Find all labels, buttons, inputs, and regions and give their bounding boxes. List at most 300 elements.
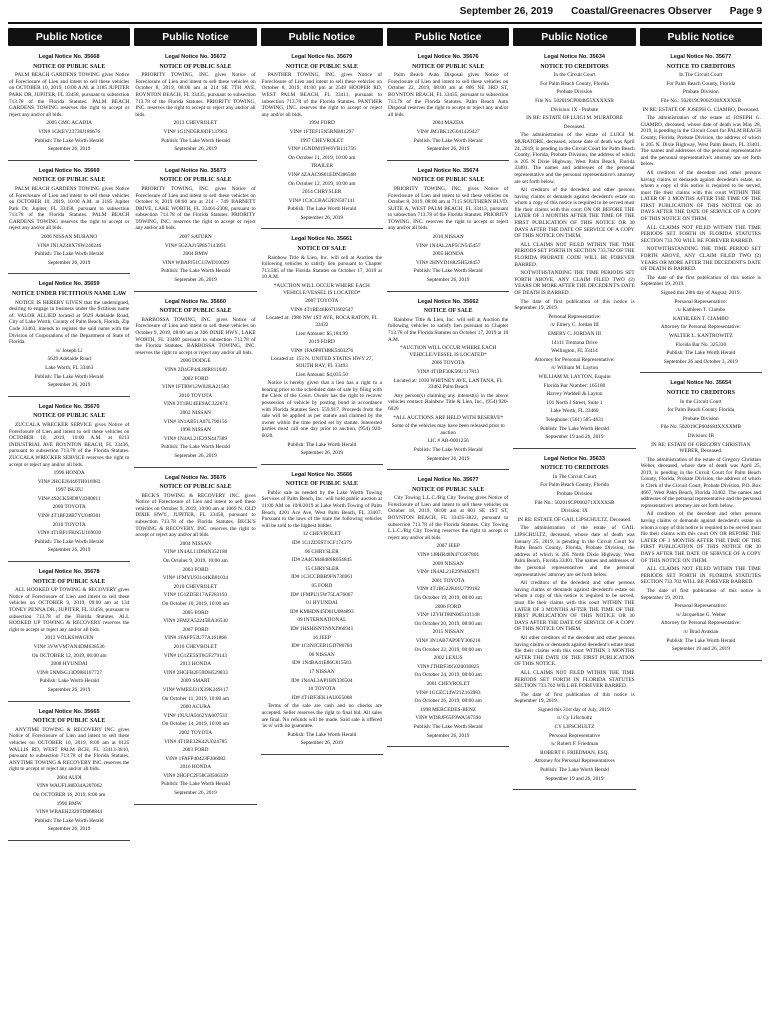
notice-line: 2002 LEXUS (433, 655, 463, 662)
notice-line: Publish: The Lake Worth Herald (540, 425, 609, 432)
notice-line: September 26, 2019 (300, 214, 344, 221)
notice-line: 1997 ISUZU (55, 487, 83, 494)
notice-line: 2002 FORD (182, 375, 209, 382)
notice-line: ID# 1C3CCBBB9FN736961 (291, 574, 353, 581)
notice-line: September 26, 2019 (174, 277, 217, 284)
notice-body (9, 300, 129, 389)
notice-line: PRIORITY TOWING, INC. gives Notice of Foreclosure of Lien and intent to sell these vehicles on October 8, 2019 08:00 am at 214 - 749 BARNETT DRIVE, LAKE WORTH, FL 33461-2308, pursuant to subsection 713.78 of the Florida Statutes. PRIORITY TOWING, INC. reserves the right to accept or reject any and/or all bids. (135, 185, 256, 232)
notice-line: Personal Representative (548, 732, 600, 739)
notice-line: In the Circuit Court (553, 72, 596, 79)
notice-line: 2004 AUDI (56, 774, 82, 781)
notice-line: PRIORITY TOWING, INC. gives Notice of Foreclosure of Lien and intent to sell these vehicles on October 8, 2019, 08:00 am at 7115 SOUTHERN BLVD. SUITE A, WEST PALM BEACH, FL 33413, pursuant to subsection 713.78 of the Florida Statutes. PRIORITY TOWING, INC. reserves the right to accept or reject any and/or all bids. (387, 185, 509, 232)
notice-body (135, 186, 255, 284)
notice-line: ALL CLAIMS NOT FILED WITHIN THE TIME PERIODS SET FORTH IN FLORIDA STATUTES SECTION 733.702 WILL BE FOREVER BARRED. (640, 566, 761, 586)
notice-line: PALM BEACH GARDENS TOWING gives Notice of Foreclosure of Lien and intent to sell these vehicles on OCTOBER 10, 2019, 10:00 A.M. at 3185 JUPITER PARK DR, JUPITER, FL 33458, pursuant to subsection 713.78 of the Florida Statutes. PALM BEACH GARDENS TOWING reserves the right to accept or reject any and/or all bids. (9, 72, 130, 118)
notice-body (388, 186, 508, 284)
notice-title: NOTICE OF PUBLIC SALE (159, 308, 232, 315)
notice-line: VIN# 4T1BF28B7YU048301 (37, 513, 101, 520)
notice-line: VIN# 4T1BE46K67U602547 (290, 306, 354, 313)
notice-line: VIN# 4T1BE32K42U024785 (164, 738, 227, 745)
notice-line: The date of first publication of this notice is September 19, 2019. (514, 298, 635, 312)
notice-line: In The Circuit Court (552, 473, 597, 480)
notice-line: All creditors of the decedent and other persons having claims or demands against decedent's estate on whom a copy of this notice is required to be served must file their claims with this court ON OR BEFORE THE LATER OF 3 MONTHS AFTER THE TIME OF THE FIRST PUBLICATION OF THIS NOTICE OR 30 DAYS AFTER THE DATE OF SERVICE OF A COPY OF THIS NOTICE ON THEM. (640, 511, 761, 564)
notice-line: 1996 HONDA (53, 470, 85, 477)
notice-line: VIN# WMEEJ31X39K249117 (162, 686, 229, 693)
notice-line: On October 11, 2019, 10:00 am (161, 695, 230, 702)
notice-line: Publish: The Lake Worth Herald (413, 137, 483, 144)
section-banners (8, 28, 762, 46)
notice-line: WILLIAM M. LAYTON, Esquire (538, 373, 611, 380)
notice-line: Florida Bar No. 325330 (675, 341, 727, 348)
notice-line: ALL CLAIMS NOT FILED WITHIN THE TIME PERIODS SET FORTH IN FLORIDA STATUTES SECTION 733.702 WILL BE FOREVER BARRED. (640, 224, 761, 244)
notice-line: LIC # AB-0001256 (427, 438, 469, 445)
notice-body (9, 587, 129, 693)
notice-body (641, 72, 761, 365)
legal-notice (640, 50, 762, 373)
notice-line: ID# 1FMPU15W75LA76067 (290, 591, 354, 598)
notice-line: VIN# JTHBF30G020030825 (417, 663, 480, 670)
notice-line: Publish: The Lake Worth Herald (34, 373, 104, 380)
notice-line: Probate Division (682, 89, 719, 96)
notice-body (135, 493, 255, 797)
legal-notice (261, 468, 383, 755)
legal-notice (387, 164, 509, 292)
notice-line: September 26, 2019 (47, 826, 91, 833)
notice-line: In The Circuit Court (679, 72, 723, 79)
notice-line: September 26, 2019 (426, 732, 470, 739)
notice-title: NOTICE OF PUBLIC SALE (159, 484, 232, 491)
notice-line: Attorney for Personal Representative: (660, 620, 741, 627)
notice-line: In the Circuit Court (679, 398, 722, 405)
notice-line: Publish: The Lake Worth Herald (161, 781, 230, 788)
notice-line: 1998 NISSAN (179, 427, 212, 434)
notice-body (262, 490, 382, 747)
notice-line: 06 NISSAN (308, 651, 335, 658)
legal-notice (387, 473, 509, 747)
notice-line: VIN# 5NMSG13D98H167727 (36, 669, 102, 676)
notice-line: 2013 HONDA (179, 661, 212, 668)
notice-column (387, 50, 509, 1030)
notice-line: VIN# 1N4AL21E29N447589 (163, 435, 228, 442)
notice-line: VIN# 1G1ZD5E17AF283193 (163, 592, 228, 599)
notice-line: VIN# WBAPJ51C15WD10029 (162, 259, 229, 266)
notice-line: Publish: The Lake Worth Herald (34, 538, 104, 545)
notice-line: ALL CLAIMS NOT FILED WITHIN THE TIME PERIODS SET FORTH IN SECTION 733.702 OF THE FLORIDA PROBATE CODE WILL BE FOREVER BARRED. (514, 241, 635, 268)
notice-line: On October 11, 2019, 10:00 am (288, 154, 356, 161)
notice-line: All creditors of the decedent and other persons having claims or demands against decedent's estate, on whom a copy of this notice is required to be served, must file their claims with this court WITHIN THE LATER OF 3 MONTHS AFTER THE TIME OF THE FIRST PUBLICATION OF THIS NOTICE OR 30 DAYS AFTER THE DATE OF SERVICE OF A COPY OF THIS NOTICE ON THEM. (640, 169, 761, 223)
notice-line: VIN# 4T1BF1FK6GU169030 (37, 530, 102, 537)
legal-notice (513, 452, 635, 791)
notice-line: 2019 FORD (308, 339, 335, 346)
notice-line: VIN# 1GNDM19W6VB111756 (287, 146, 356, 153)
notice-line: 1997 CHEVROLET (300, 137, 344, 144)
notice-column (513, 50, 635, 1030)
legal-notice (640, 376, 762, 660)
notice-line: VIN# 4ZAAC9S61EDN386568 (287, 171, 356, 178)
notice-body (388, 72, 508, 153)
notice-line: VIN# 1FA6P8TH8K5403276 (290, 347, 354, 354)
notice-title: NOTICE TO CREDITORS (666, 389, 735, 396)
notice-line: Publish: The Lake Worth Herald (287, 206, 357, 213)
notice-line: VIN# 1FAFP40423F306082 (165, 755, 226, 762)
notice-line: On October 12, 2019, 10:00 am (288, 180, 356, 187)
legal-notice (134, 164, 256, 292)
legal-notice (8, 400, 130, 562)
notice-line: 17 NISSAN (308, 668, 335, 675)
notice-body (135, 317, 255, 460)
notice-line: Attorney for Personal Representatives (534, 758, 615, 765)
notice-line: NOTWITHSTANDING THE TIME PERIODS SET FORTH ABOVE, ANY CLAIM FILED TWO (2) YEARS OR MORE AFTER THE DECEDENT'S DATE OF DEATH IS BARRED. (514, 270, 635, 296)
notice-title: NOTICE TO CREDITORS (540, 465, 609, 472)
notice-line: The date of first publication of this notice is September 19, 2019. (640, 587, 761, 601)
notice-line: ID# KMHDN45D61U084893 (289, 608, 354, 615)
notice-line: Signed this 28th day of August, 2019. (660, 290, 741, 296)
notice-line: September 26, 2019 (426, 146, 470, 153)
notice-line: 14111 Tremona Drive (551, 339, 598, 346)
notice-line: Lien Amount: $4,035.50 (295, 371, 348, 378)
notice-line: Publish: The Lake Worth Herald (666, 350, 736, 357)
notice-line: Attorney for Personal Representative: (660, 324, 741, 331)
notice-line: PALM BEACH GARDENS TOWING gives Notice of Foreclosure of Lien and intent to sell these vehicles on OCTOBER 10, 2019, 10:00 A.M. at 3185 Jupiter Park Dr, Jupiter, FL 33458, pursuant to subsection 713.78 of the Florida Statutes. PALM BEACH GARDENS TOWING reserves the right to accept or reject any and/or all bids. (9, 185, 130, 232)
notice-line: 12 CHEVROLET (302, 531, 341, 538)
notice-line: September 26, 2019 (300, 450, 344, 457)
notice-line: On October 24, 2019, 08:00 am (414, 672, 482, 679)
notice-line: Division: IB (687, 432, 714, 439)
notice-line: Division: IX (561, 508, 588, 515)
notice-title: NOTICE OF PUBLIC SALE (285, 63, 358, 70)
notice-line: September 26, 2019 (174, 146, 217, 153)
notice-line: City Towing L.L.C./Big City Towing gives Notice of Foreclosure of Lien and intent to sell these vehicles on October 18, 2019, 08:00 am at 801 SE 1ST ST, BOYNTON BEACH, FL 33435-3822, pursuant to subsection 713.78 of the Florida Statutes. City Towing L.L.C./Big City Towing reserves the right to accept or reject any and/or all bids. (387, 495, 509, 541)
notice-line: VIN# 3VWVM7AN4DM638536 (33, 643, 105, 650)
legal-notice-number: Legal Notice No. 35679 (291, 54, 353, 60)
legal-notice (261, 50, 383, 229)
legal-notice-number: Legal Notice No. 35677 (417, 477, 479, 484)
notice-line: ZUCCALA WRECKER SERVICE gives Notice of Foreclosure of Lien and intent to sell these vehicles on OCTOBER 10, 2019, 10:00 A.M. at 6213 INDUSTRIAL AVE BOYNTON BEACH, FL 33436, pursuant to subsection 713.78 of the Florida Statutes. ZUCCALA WRECKER SERVICE reserves the right to accept or reject any and/or all bids. (9, 421, 130, 468)
notice-line: On OCTOBER 12, 2019, 06:00 am (31, 652, 107, 659)
issue-date: September 26, 2019 (459, 6, 554, 17)
notice-line: VIN# 1GCEC14W21Z163983 (415, 689, 481, 696)
notice-line: VIN# 1N4AL11D84N352180 (163, 549, 228, 556)
notice-title: NOTICE OF PUBLIC SALE (159, 63, 232, 70)
notice-title: NOTICE OF SALE (423, 308, 473, 315)
notice-line: ID# 1N4BA41E86C815503 (292, 660, 352, 667)
notice-line: On October 20, 2019, 08:00 am (414, 620, 482, 627)
notice-line: VIN# 3N1AB7AP9FY306218 (415, 637, 481, 644)
notice-line: 2009 NISSAN (432, 560, 464, 567)
notice-line: File No.: 502019CP000271XXXXSB (534, 499, 615, 506)
notice-line: The date of the first publication of this notice is September 19, 2019. (640, 274, 761, 288)
notice-line: VIN# JM1BK12G041429427 (416, 128, 480, 135)
notice-line: VIN# 4S2CK58D8V4300811 (37, 495, 101, 502)
notice-line: VIN# 1G1ND5RJ0DF137963 (163, 128, 228, 135)
notice-line: NOTICE IS HEREBY GIVEN that the undersigned, desiring to engage in business under the fictitious name of: VALOR ALLIED located at 5629 Adelaide Road, City of Lake Worth, County of Palm Beach, Florida, Zip Code 33463, intends to register the said name with the Division of Corporations of the Department of State of Florida. (9, 299, 130, 346)
legal-notice-number: Legal Notice No. 35676 (165, 474, 226, 481)
notice-line: 2007 JEEP (436, 543, 460, 550)
legal-notice-number: Legal Notice No. 35676 (417, 54, 479, 60)
notice-line: Publish: The Lake Worth Herald (287, 731, 357, 738)
notice-line: Publish: The Lake Worth Herald (34, 137, 104, 144)
notice-line: VIN# 3N1AB51A07L790156 (163, 418, 228, 425)
notice-body (262, 255, 382, 457)
notice-line: For Palm Beach County, Florida (666, 80, 736, 87)
notice-line: VIN# 1J8HR48N47C667801 (417, 552, 480, 559)
notice-line: BARBOSSA TOWING, INC. gives Notice of Foreclosure of Lien and intent to sell these vehicles on October 9, 2019, 08:00 am at 306 DIXIE HWY., LAKE WORTH, FL 33460 pursuant to subsection 713.78 of the Florida Statutes. BARBOSSA TOWING, INC. reserves the right to accept or reject any and/or all bids. (135, 316, 256, 356)
notice-line: On OCTOBER 16, 2019, 8:00 am (33, 792, 106, 799)
legal-notice-number: Legal Notice No. 35661 (291, 236, 353, 243)
notice-line: /s/ Cy Lifschultz (556, 715, 593, 722)
notice-line: Lake Worth, FL 33463 (45, 364, 94, 371)
notice-line: 2016 CHEVROLET (173, 643, 218, 650)
legal-notice-number: Legal Notice No. 35674 (417, 167, 479, 174)
notice-line: File No.: 502019CP002930XXXXSB (660, 97, 741, 104)
notice-line: VIN# JN1AZ48X76W240246 (37, 242, 102, 249)
notice-line: VIN# WDBJF65F9WA507596 (415, 715, 481, 722)
legal-notice-number: Legal Notice No. 35654 (670, 380, 732, 387)
section-banner: Public Notice (513, 28, 635, 46)
notice-line: TRAILER (310, 163, 333, 170)
legal-notice-number: Legal Notice No. 35669 (38, 167, 100, 174)
notice-title: NOTICE OF PUBLIC SALE (33, 413, 106, 420)
notice-line: ALL CLAIMS NOT FILED WITHIN THE TIME PERIODS SET FORTH IN FLORIDA STATUTES SECTION 733.702 WILL BE FOREVER BARRED. (514, 669, 635, 690)
notice-line: 2007 SATURN (179, 234, 212, 241)
notice-title: NOTICE OF PUBLIC SALE (159, 177, 232, 184)
notice-line: September 26, 2019 (47, 259, 91, 266)
notice-line: VIN# 1ZVHT80N065131148 (416, 612, 480, 619)
notice-line: VIN# 1FTRW12W02KA21583 (162, 384, 229, 391)
notice-column (134, 50, 256, 1030)
notice-line: 2006 TOYOTA (431, 360, 465, 367)
notice-line: On October 9, 2019, 10:00 am (163, 558, 228, 565)
notice-line: ID# 1N4AL3AP1HN336504 (291, 677, 353, 684)
legal-notice-number: Legal Notice No. 35659 (38, 281, 100, 288)
legal-notice (134, 295, 256, 468)
notice-column (8, 50, 130, 1030)
notice-title: NOTICE OF PUBLIC SALE (33, 177, 106, 184)
notice-line: VIN# 1GKEV23738J186676 (38, 128, 101, 135)
notice-line: 01 HYUNDAI (306, 600, 338, 607)
notice-line: 2008 HYUNDAI (50, 661, 88, 668)
notice-line: Probate Division (682, 415, 719, 422)
notice-line: Publish: The Lake Worth Herald (161, 268, 230, 275)
notice-line: All creditors of the decedent and other persons having claims or demands against decedent's estate on whom a copy of this notice is required to be served must file their claims with this court ON OR BEFORE THE LATER OF 3 MONTHS AFTER THE TIME OF THE FIRST PUBLICATION OF THIS NOTICE OR 30 DAYS AFTER THE DATE OF SERVICE OF A COPY OF THIS NOTICE ON THEM. (514, 187, 635, 240)
notice-line: ID# 1HSHISNTN9XJ966941 (290, 625, 354, 632)
notice-line: 2000 TOYOTA (52, 504, 86, 511)
notice-line: ID# 2A4GM48486R654845 (291, 557, 352, 564)
notice-line: Probate Division (556, 491, 593, 498)
legal-notice-number: Legal Notice No. 35665 (38, 708, 100, 715)
notice-line: Terms of the sale are cash and no checks are accepted. Seller reserves the right to final bid. All sales are final. No refunds will be made. Said sale is offered 'as is' with no guarantee. (261, 703, 382, 730)
notice-title: NOTICE UNDER FICTITIOUS NAME LAW (11, 291, 127, 298)
notice-line: Publish: The Lake Worth Herald (413, 268, 483, 275)
page-number: Page 9 (729, 6, 762, 17)
notice-columns (8, 50, 762, 1030)
notice-line: VIN# 1N4AL2AP5CN545457 (415, 242, 481, 249)
notice-line: 2009 SMART (180, 678, 211, 685)
legal-notice (134, 50, 256, 161)
notice-line: September 26, 2019 (426, 455, 470, 462)
notice-line: On October 10, 2019, 10:00 am (161, 601, 230, 607)
notice-line: 2015 NISSAN (432, 629, 464, 636)
notice-line: Located at: 1030 WHITNEY AVE, LANTANA, FL 33462 Palm Beach (393, 377, 503, 391)
notice-body (514, 72, 634, 441)
notice-line: Publish: The Lake Worth Herald (161, 137, 230, 144)
notice-line: 05 FORD (311, 583, 333, 589)
notice-title: NOTICE TO CREDITORS (540, 63, 609, 70)
notice-line: For Palm Beach County, Florida (540, 482, 609, 489)
notice-line: VIN# 5GZAJ15P8S7143851 (164, 242, 227, 249)
notice-line: VIN# 1FAFP53U77A161866 (164, 635, 227, 642)
notice-line: September 26, 2019 (300, 740, 344, 747)
legal-notice-number: Legal Notice No. 35677 (670, 54, 732, 60)
notice-line: September 26, 2019 (47, 146, 91, 153)
notice-line: VIN# 1C3CCBAG2EN507141 (288, 197, 355, 204)
section-banner: Public Notice (134, 28, 256, 46)
notice-line: 101 North J Street, Suite 1 (546, 399, 603, 406)
notice-line: All creditors of the decedent and other persons having claims or demands against decedent's estate on whom a copy of this notice is required to be served, must file their claims with this court WITHIN THE LATER OF 3 MONTHS AFTER THE TIME OF THE FIRST PUBLICATION OF THIS NOTICE OR 30 DAYS AFTER THE DATE OF SERVICE OF A COPY OF THIS NOTICE ON THEM. (514, 580, 635, 633)
notice-line: /s/ Brad Avakian (683, 628, 719, 635)
legal-notice (387, 295, 509, 470)
notice-line: VIN# 2D4GP44L86R811049 (164, 366, 227, 373)
notice-line: ALL HOOKED UP TOWING & RECOVERY gives Notice of Foreclosure of Lien and intent to sell these vehicles on OCTOBER 9, 2019, 09:00 am at 134 TONEY PENNA DR., JUPITER, FL 33458, pursuant to subsection 713.78 of the Florida Statutes. ALL HOOKED UP TOWING & RECOVERY reserves the right to accept or reject any and/or all bids. (9, 587, 130, 633)
notice-title: NOTICE OF PUBLIC SALE (285, 481, 358, 488)
notice-line: 2006 DODGE (180, 358, 211, 365)
notice-line: File No. 502019CP004855XXXXSB (535, 97, 614, 104)
notice-line: /s/ Emery C. Jordan III (550, 322, 599, 329)
notice-line: 15 CHRYSLER (304, 565, 339, 572)
notice-body (641, 399, 761, 653)
notice-line: Palm Beach Auto Disposal gives Notice of Foreclosure of Lien and intent to sell these vehicles on October 22, 2019, 08:00 am at 806 NE 3RD ST, BOYNTON BEACH, FL 33435, pursuant to subsection 713.78 of the Florida Statutes. Palm Beach Auto Disposal reserves the right to accept or reject any and/or all bids. (387, 72, 509, 118)
notice-line: 16 JEEP (312, 634, 331, 641)
notice-line: Personal Representative: (548, 313, 601, 320)
notice-line: Division: IX - Probate (550, 106, 599, 113)
notice-line: The administration of the estate of Gregory Christian Weber, deceased, whose date of death was April 25, 2019, is pending in the Circuit Court for Palm Beach County, Florida, Probate Division, the address of which is Clerk of the Circuit Court, Probate Division, P.O. Box 4667, West Palm Beach, Florida 33402. The names and addresses of the personal representative and the personal representative's attorney are set forth below. (640, 456, 761, 509)
notice-line: September 19 and 26, 2019 (671, 646, 730, 653)
notice-line: Publish: The Lake Worth Herald (666, 637, 736, 644)
notice-line: VIN# 2HGFB2F59DH529833 (163, 669, 228, 676)
notice-line: /s/ Joseph Li (55, 347, 83, 354)
notice-line: September 26, 2019 (174, 790, 217, 797)
notice-line: VIN# 2FMZA52245BA36530 (163, 618, 228, 625)
notice-title: NOTICE OF PUBLIC SALE (412, 63, 485, 70)
notice-line: VIN# WBAEH2320TD868844 (36, 809, 103, 816)
notice-line: *ALL AUCTIONS ARE HELD WITH RESERVE* (393, 414, 504, 421)
legal-notice (261, 232, 383, 464)
notice-line: Rainbow Title & Lien, Inc. will sell at Auction the following vehicles to satisfy lien pursuant to Chapter 713.78 of the Florida Statutes on October 17, 2019 at 10 A.M. (387, 316, 509, 343)
notice-line: VIN# WAUFL88D34A207062 (36, 783, 102, 790)
notice-line: Personal Representative: (674, 298, 728, 305)
legal-notice-number: Legal Notice No. 35666 (291, 471, 353, 478)
notice-title: NOTICE OF SALE (297, 246, 347, 253)
notice-line: 2001 CHEVROLET (426, 680, 470, 687)
notice-line: The date of first publication of this notice is September 19, 2019. (514, 691, 635, 705)
legal-notice (387, 50, 509, 161)
notice-line: VIN# 1FMYU93144KB81034 (162, 575, 229, 582)
section-banner: Public Notice (261, 28, 383, 46)
notice-line: PRIORITY TOWING, INC. gives Notice of Foreclosure of Lien and intent to sell these vehicles on October 8, 2019, 08:00 am at 214 SE 7TH AVE, BOYNTON BEACH, FL 33435, pursuant to subsection 713.78 of the Florida Statutes. PRIORITY TOWING, INC. reserves the right to accept or reject any and/or all bids. (135, 72, 256, 118)
notice-line: 1996 BMW (56, 800, 82, 807)
notice-line: On October 22, 2019, 08:00 am (414, 646, 482, 653)
masthead (8, 6, 762, 24)
notice-line: EMERY C. JORDAN III (547, 330, 602, 337)
notice-line: VIN# 19UUA5662YA007533 (163, 712, 228, 719)
notice-line: 2016 TOYOTA (52, 521, 86, 528)
notice-line: 2002 NISSAN (179, 409, 212, 416)
notice-line: 2003 FORD (182, 566, 209, 573)
notice-line: Located at: 1986 NW 1ST AVE, BOCA RATON, FL 33432 (265, 315, 378, 328)
notice-line: September 26, 2019 (47, 547, 91, 554)
notice-line: Publish: The Lake Worth Herald (34, 817, 104, 824)
notice-line: Harvey Waddell & Layton (546, 391, 603, 398)
notice-line: 1994 FORD (308, 120, 335, 127)
notice-line: Publish: The Lake Worth Herald (413, 723, 483, 730)
legal-notice-number: Legal Notice No. 35673 (165, 167, 226, 174)
notice-line: 2006 FORD (435, 603, 462, 610)
legal-notice (8, 565, 130, 702)
notice-line: PANTHER TOWING, INC. gives Notice of Foreclosure of Lien and intent to sell these vehicles on October 8, 2019, 01:00 pm at 2549 HOOPER RD, WEST PALM BEACH, FL 33411, pursuant to subsection 713.78 of the Florida Statutes. PANTHER TOWING, INC. reserves the right to accept or reject any and/or all bids. (261, 72, 382, 118)
notice-line: 5629 Adelaide Road (47, 356, 91, 363)
notice-line: 2001 TOYOTA (431, 577, 465, 584)
notice-line: 2002 TOYOTA (178, 729, 213, 736)
notice-line: /s/ Robert F. Friedman (550, 741, 599, 748)
notice-line: Public sale as needed by the Lake Worth Towing Services of Palm Beach, Inc. will hold public auction at 11:00 AM on 10/8/2019 at Lake Worth Towing of Palm Beach, 4201 Ace Ave, West Palm Beach, FL 33407. Pursuant to the laws of the state the following vehicles will be sold to the highest bidder. (261, 489, 382, 529)
notice-line: VIN# 2HGFC2F58GH506339 (163, 772, 228, 779)
notice-line: All other creditors of the decedent and other persons having claims or demands against decedent's estate must file their claims with this court WITHIN 3 MONTHS AFTER THE DATE OF THE FIRST PUBLICATION OF THIS NOTICE. (514, 634, 635, 668)
section-banner: Public Notice (387, 28, 509, 46)
paper-name: Coastal/Greenacres Observer (571, 6, 712, 17)
notice-line: 10 TOYOTA (307, 686, 336, 693)
notice-line: BECK'S TOWING & RECOVERY INC. gives Notice of Foreclosure of Lien and intent to sell these vehicles on October 9, 2019, 10:00 am at 1069 N. OLD DIXIE HWY., JUPITER, FL 33458, pursuant to subsection 713.78 of the Florida Statutes. BECK'S TOWING & RECOVERY, INC. reserves the right to accept or reject any and/or all bids. (135, 492, 256, 539)
legal-notice-number: Legal Notice No. 35634 (544, 54, 605, 60)
notice-line: 2003 FORD (182, 747, 209, 754)
notice-line: Notice is hereby given that a lien has a right to a hearing prior to the scheduled date of sale by filing with the Clerk of the Court. Owner has the right to recover possession of vehicle by posting bond in accordance with Florida Statutes Sect. 559.917. Proceeds from the sale will be applied as per statute and claimed by the owner within the time period set by statute. Interested parties must call one day prior to auction, (954) 920-6020. (261, 380, 382, 439)
notice-line: September 26 and October 3, 2019 (663, 358, 738, 365)
legal-notice (134, 471, 256, 805)
section-banner: Public Notice (640, 28, 762, 46)
notice-line: VIN# 2T1BU4EE9AC322874 (163, 401, 228, 408)
notice-line: 2006 NISSAN MURANO (41, 234, 98, 241)
notice-body (135, 72, 255, 153)
notice-body (388, 317, 508, 462)
notice-line: Probate Division (556, 89, 593, 96)
notice-line: Wellington, FL 33414 (551, 348, 598, 355)
notice-line: IN RE: ESTATE OF GREGORY CHRISTIAN WEBER, Deceased. (651, 441, 751, 455)
notice-line: ID# 1C4NJCEB1GD786784 (291, 643, 353, 650)
notice-line: 2016 HONDA (179, 764, 212, 771)
notice-line: Any person(s) claiming any interest(s) in the above vehicles contact: Rainbow Title & Lien, Inc., (954) 920-6020 (387, 392, 509, 412)
notice-line: On October 19, 2019, 08:00 am (414, 595, 482, 601)
notice-column (640, 50, 762, 1030)
notice-line: /s/ Jacqueline G. Weber (675, 611, 726, 618)
notice-line: The administration of the estate of JOSEPH G. CIAMBO, deceased, whose date of death was May 28, 2019, is pending in the Circuit Court for PALM BEACH County, Florida, Probate Division, the address of which is 205 N. Dixie Highway, West Palm Beach, FL 33401. The names and addresses of the personal representative and the personal representative's attorney are set forth below. (640, 115, 761, 168)
notice-line: VIN# 4T1BG22K61U799182 (416, 586, 480, 593)
notice-title: NOTICE OF PUBLIC SALE (33, 63, 106, 70)
notice-body (514, 474, 634, 782)
notice-line: IN RE: ESTATE OF LUIGI M. MURATORE (526, 115, 623, 122)
notice-line: IN RE: ESTATE OF JOSEPH G. CIAMBO, Deceased. (642, 106, 760, 113)
notice-line: *AUCTION WILL OCCUR WHERE EACH VEHICLE/VESSEL IS LOCATED* (400, 345, 497, 358)
notice-line: Deceased. (563, 123, 586, 130)
notice-line: The administration of the estate of LUIGI M. MURATORE, deceased, whose date of death was April 24, 2019, is pending in the Circuit Court for Palm Beach County, Florida, Probate Division, the address of which is 205 N Dixie Highway, West Palm Beach, Florida 33401. The names and addresses of the personal representative and the personal representative's attorney are set forth below. (514, 132, 635, 185)
notice-line: Personal Representative: (674, 603, 728, 610)
notice-line: VIN# 1FTEF15N5RNB81297 (289, 128, 354, 135)
notice-line: 1998 MERCEDES-BENZ (420, 706, 477, 713)
notice-line: September 19 and 26, 2019 (545, 775, 604, 782)
notice-line: 06 CHRYSLER (304, 548, 339, 555)
notice-line: Publish: The Lake Worth Herald (540, 767, 609, 774)
notice-line: 2004 MAZDA (432, 120, 464, 127)
notice-line: On October 26, 2019, 08:00 am (414, 698, 482, 705)
notice-line: September 26, 2019 (47, 382, 91, 389)
